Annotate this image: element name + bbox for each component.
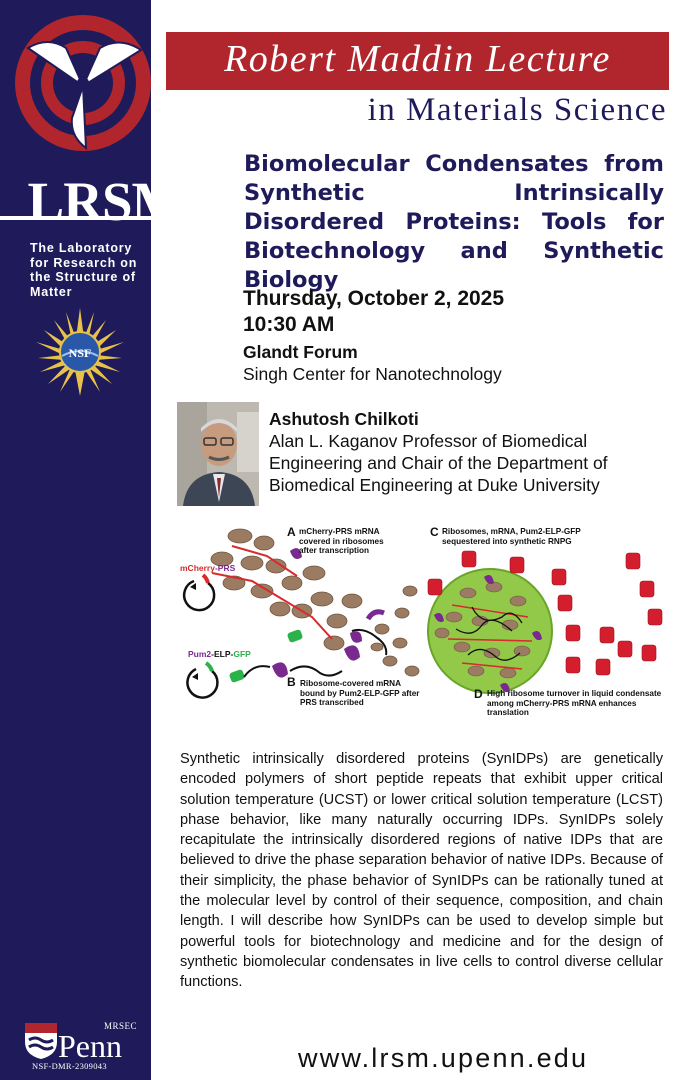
plasmid1-tag-label: -PRS bbox=[214, 563, 236, 573]
speaker-role: Alan L. Kaganov Professor of Biomedical Engineering and Chair of the Department of Biomedical Engineering at Duke University bbox=[269, 431, 608, 495]
figure-panel-c-letter: C bbox=[430, 525, 439, 539]
svg-text:mCherry-PRS bbox=[180, 563, 236, 573]
ribosome-cluster-middle bbox=[371, 586, 419, 676]
plasmid2-linker-label: -ELP- bbox=[211, 649, 234, 659]
plasmid-pum2-icon bbox=[187, 663, 217, 698]
figure-panel-b-letter: B bbox=[287, 675, 296, 689]
svg-text:Pum2-ELP-GFP bbox=[188, 649, 251, 659]
figure-panel-d-letter: D bbox=[474, 687, 483, 701]
event-building: Singh Center for Nanotechnology bbox=[243, 364, 502, 384]
condensate-droplet bbox=[428, 569, 552, 693]
mrsec-label: MRSEC bbox=[104, 1021, 138, 1031]
nsf-seal-text: NSF bbox=[68, 346, 92, 360]
grant-number: NSF-DMR-2309043 bbox=[32, 1061, 107, 1071]
plasmid2-tag-label: GFP bbox=[233, 649, 251, 659]
lecture-series-title: Robert Maddin Lecture bbox=[224, 38, 611, 80]
figure-panel-b-label: Ribosome-covered mRNA bound by Pum2-ELP-GFP after PRS transcribed bbox=[300, 679, 420, 708]
plasmid1-gene-label: mCherry bbox=[180, 563, 215, 573]
sidebar bbox=[0, 0, 151, 1080]
figure-panel-a-letter: A bbox=[287, 525, 296, 539]
event-time: 10:30 AM bbox=[243, 313, 335, 336]
speaker-photo bbox=[177, 402, 259, 506]
figure-panel-d-label: High ribosome turnover in liquid condensate among mCherry-PRS mRNA enhances translation bbox=[487, 689, 662, 718]
penn-shield-icon bbox=[24, 1022, 58, 1060]
pum2-elp-gfp-constructs bbox=[229, 629, 387, 683]
abstract-text: Synthetic intrinsically disordered proteins (SynIDPs) are genetically encoded polymers of short peptide repeats that exhibit upper critical solution temperature (UCST) or lower critical solution temperature (LCST) phase behavior, like many naturally occurring IDPs. SynIDPs solely recapitulate the intrinsically disordered regions of native IDPs that are believed to drive the phase separation behavior of native IDPs. Because of their simplicity, the phase behavior of SynIDPs can be rationally tuned at the molecular level by control of their sequence, composition, and chain length. I will describe how SynIDPs can be used to develop simple but powerful tools for biotechnology and medicine and for the design of synthetic biomolecular condensates in live cells to control diverse cellular functions. bbox=[180, 751, 663, 991]
figure-panel-a-label: mCherry-PRS mRNA covered in ribosomes after transcription bbox=[299, 527, 384, 556]
figure-panel-c-label: Ribosomes, mRNA, Pum2-ELP-GFP sequestered into synthetic RNPG bbox=[442, 527, 581, 546]
event-date: Thursday, October 2, 2025 bbox=[243, 287, 505, 310]
condensate-figure bbox=[172, 521, 672, 726]
plasmid2-gene-label: Pum2 bbox=[188, 649, 212, 659]
event-venue: Glandt Forum bbox=[243, 342, 358, 362]
lecture-series-subtitle: in Materials Science bbox=[367, 92, 667, 128]
lrsm-wordmark: LRSM bbox=[27, 171, 183, 232]
lrsm-emblem-logo bbox=[8, 8, 158, 158]
plasmid-mcherry-icon bbox=[184, 575, 214, 610]
penn-wordmark: Penn bbox=[58, 1028, 122, 1064]
lab-name: The Laboratory for Research on the Structure of Matter bbox=[30, 241, 138, 299]
website-url[interactable]: www.lrsm.upenn.edu bbox=[298, 1043, 589, 1073]
nsf-seal-logo bbox=[36, 308, 124, 396]
speaker-name: Ashutosh Chilkoti bbox=[269, 409, 419, 429]
talk-title: Biomolecular Condensates from Synthetic Intrinsically Disordered Proteins: Tools for Biotechnology and Synthetic Biology bbox=[244, 151, 664, 293]
